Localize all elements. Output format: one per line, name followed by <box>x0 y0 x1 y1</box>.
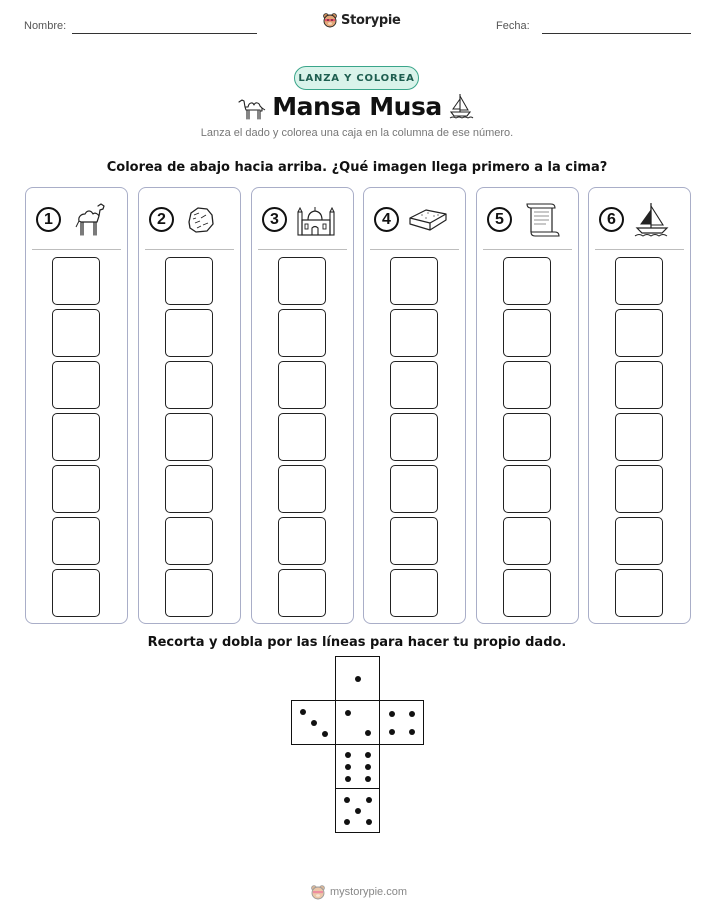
die-face-1 <box>335 656 380 701</box>
die-face-5 <box>335 788 380 833</box>
die-pip <box>345 764 351 770</box>
salt-block-icon <box>406 200 450 238</box>
die-pip <box>355 808 361 814</box>
color-box[interactable] <box>52 257 100 305</box>
color-box[interactable] <box>503 309 551 357</box>
die-pip <box>344 797 350 803</box>
column-number: 5 <box>487 207 512 232</box>
color-box[interactable] <box>52 465 100 513</box>
bear-logo-icon <box>310 884 326 900</box>
gold-nugget-icon <box>181 200 225 238</box>
die-pip <box>300 709 306 715</box>
die-pip <box>365 752 371 758</box>
column-divider <box>258 249 347 250</box>
column-number: 1 <box>36 207 61 232</box>
column-divider <box>595 249 684 250</box>
name-line[interactable] <box>72 33 257 34</box>
color-box[interactable] <box>52 517 100 565</box>
die-face-3 <box>291 700 336 745</box>
color-box[interactable] <box>503 361 551 409</box>
color-box[interactable] <box>503 517 551 565</box>
bear-logo-icon <box>322 12 338 28</box>
die-pip <box>345 710 351 716</box>
color-box[interactable] <box>278 413 326 461</box>
color-box[interactable] <box>390 361 438 409</box>
color-box[interactable] <box>278 257 326 305</box>
color-box[interactable] <box>278 465 326 513</box>
date-line[interactable] <box>542 33 691 34</box>
die-pip <box>322 731 328 737</box>
activity-badge: LANZA Y COLOREA <box>294 66 419 90</box>
column-4 <box>363 187 466 624</box>
die-pip <box>389 729 395 735</box>
die-pip <box>311 720 317 726</box>
die-face-4 <box>379 700 424 745</box>
color-box[interactable] <box>52 413 100 461</box>
color-box[interactable] <box>165 361 213 409</box>
column-divider <box>145 249 234 250</box>
brand-name: Storypie <box>341 12 401 28</box>
color-box[interactable] <box>52 309 100 357</box>
die-face-2 <box>335 700 380 745</box>
instruction-top: Colorea de abajo hacia arriba. ¿Qué imagen llega primero a la cima? <box>106 160 608 175</box>
name-label: Nombre: <box>24 20 67 32</box>
color-box[interactable] <box>390 257 438 305</box>
color-box[interactable] <box>165 413 213 461</box>
mosque-icon <box>294 200 338 238</box>
color-box[interactable] <box>278 517 326 565</box>
die-pip <box>366 797 372 803</box>
color-box[interactable] <box>390 517 438 565</box>
column-5 <box>476 187 579 624</box>
subtitle: Lanza el dado y colorea una caja en la columna de ese número. <box>200 127 514 139</box>
color-box[interactable] <box>503 257 551 305</box>
column-divider <box>370 249 459 250</box>
column-divider <box>483 249 572 250</box>
column-number: 4 <box>374 207 399 232</box>
die-pip <box>345 752 351 758</box>
color-box[interactable] <box>52 361 100 409</box>
color-box[interactable] <box>390 413 438 461</box>
die-pip <box>365 776 371 782</box>
footer-url[interactable]: mystorypie.com <box>330 886 408 898</box>
color-box[interactable] <box>165 465 213 513</box>
color-box[interactable] <box>503 465 551 513</box>
color-box[interactable] <box>52 569 100 617</box>
color-box[interactable] <box>503 569 551 617</box>
column-number: 2 <box>149 207 174 232</box>
die-pip <box>355 676 361 682</box>
color-box[interactable] <box>165 309 213 357</box>
color-box[interactable] <box>165 517 213 565</box>
color-box[interactable] <box>615 309 663 357</box>
color-box[interactable] <box>390 309 438 357</box>
column-number: 3 <box>262 207 287 232</box>
page-title: Mansa Musa <box>272 92 442 121</box>
color-box[interactable] <box>615 413 663 461</box>
column-3 <box>251 187 354 624</box>
color-box[interactable] <box>165 569 213 617</box>
die-pip <box>345 776 351 782</box>
color-box[interactable] <box>615 257 663 305</box>
camel-icon <box>68 200 112 238</box>
column-6 <box>588 187 691 624</box>
die-face-6 <box>335 744 380 789</box>
color-box[interactable] <box>278 309 326 357</box>
date-label: Fecha: <box>496 20 530 32</box>
color-box[interactable] <box>165 257 213 305</box>
color-box[interactable] <box>503 413 551 461</box>
color-box[interactable] <box>615 517 663 565</box>
scroll-icon <box>519 200 563 238</box>
die-pip <box>366 819 372 825</box>
die-pip <box>365 730 371 736</box>
column-number: 6 <box>599 207 624 232</box>
brand-logo <box>322 12 401 28</box>
instruction-bottom: Recorta y dobla por las líneas para hacer tu propio dado. <box>147 635 567 650</box>
color-box[interactable] <box>278 569 326 617</box>
boat-icon <box>448 92 474 120</box>
column-2 <box>138 187 241 624</box>
die-pip <box>409 729 415 735</box>
die-pip <box>344 819 350 825</box>
color-box[interactable] <box>278 361 326 409</box>
color-box[interactable] <box>390 465 438 513</box>
color-box[interactable] <box>615 465 663 513</box>
die-pip <box>365 764 371 770</box>
column-1 <box>25 187 128 624</box>
die-pip <box>389 711 395 717</box>
die-pip <box>409 711 415 717</box>
boat-icon <box>631 200 675 238</box>
color-box[interactable] <box>390 569 438 617</box>
color-box[interactable] <box>615 569 663 617</box>
footer <box>310 884 407 900</box>
column-divider <box>32 249 121 250</box>
color-box[interactable] <box>615 361 663 409</box>
